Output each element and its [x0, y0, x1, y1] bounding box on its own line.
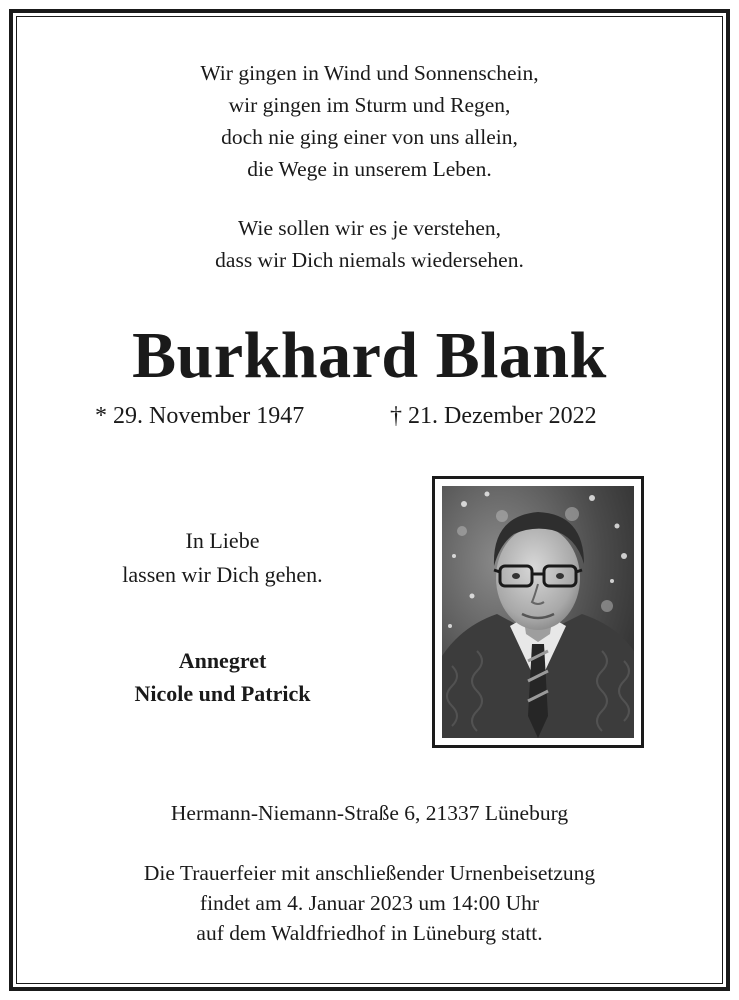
address-line: Hermann-Niemann-Straße 6, 21337 Lüneburg	[170, 801, 569, 825]
life-dates	[0, 400, 739, 432]
poem-line: doch nie ging einer von uns allein,	[221, 125, 518, 149]
poem-stanza-2	[0, 212, 739, 276]
mourners	[80, 644, 365, 710]
farewell-line: In Liebe	[185, 528, 260, 553]
address	[0, 797, 739, 829]
poem-line: Wie sollen wir es je verstehen,	[237, 216, 502, 240]
ceremony-line: findet am 4. Januar 2023 um 14:00 Uhr	[199, 891, 540, 915]
portrait-photo	[442, 486, 634, 738]
deceased-name: Burkhard Blank	[132, 319, 607, 392]
poem-line: dass wir Dich niemals wiedersehen.	[215, 248, 524, 272]
birth-date: * 29. November 1947	[95, 403, 305, 429]
portrait-frame	[432, 476, 644, 748]
ceremony-line: auf dem Waldfriedhof in Lüneburg statt.	[196, 921, 543, 945]
poem-line: die Wege in unserem Leben.	[247, 157, 492, 181]
ceremony-notice	[0, 858, 739, 948]
death-date: † 21. Dezember 2022	[390, 403, 597, 429]
poem-line: wir gingen im Sturm und Regen,	[228, 93, 511, 117]
poem-line: Wir gingen in Wind und Sonnenschein,	[200, 61, 539, 85]
poem-stanza-1	[0, 57, 739, 185]
portrait-illustration	[442, 486, 634, 738]
mourner-name: Nicole und Patrick	[134, 681, 311, 706]
ceremony-line: Die Trauerfeier mit anschließender Urnenbeisetzung	[143, 861, 596, 885]
farewell-text	[80, 524, 365, 592]
mourner-name: Annegret	[178, 648, 267, 673]
farewell-line: lassen wir Dich gehen.	[122, 562, 323, 587]
